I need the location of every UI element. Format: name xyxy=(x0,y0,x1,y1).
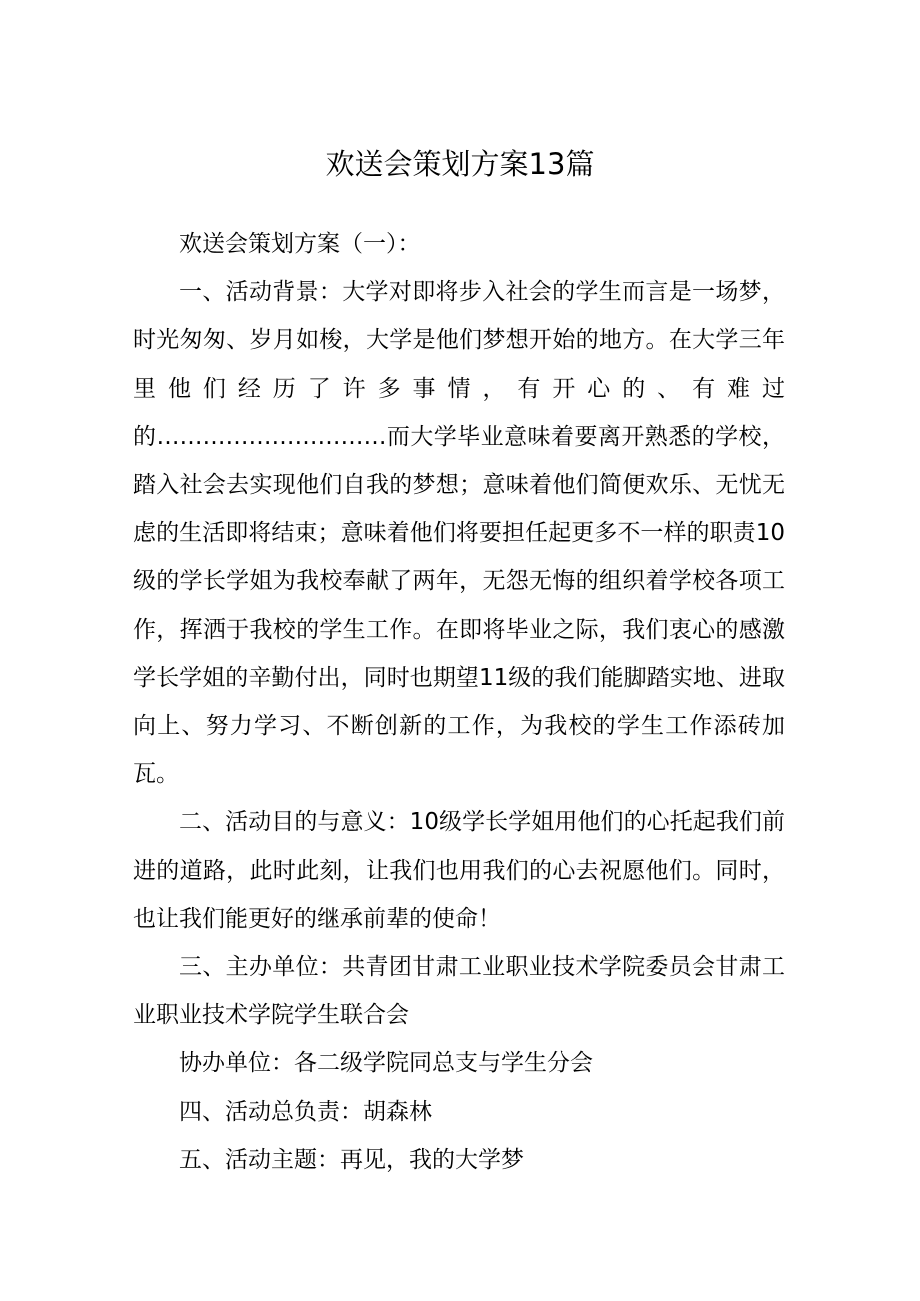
paragraph-leader: 四、活动总负责：胡森林 xyxy=(179,1098,432,1125)
paragraph-co-organizer: 协办单位：各二级学院同总支与学生分会 xyxy=(179,1050,593,1077)
document-body xyxy=(133,220,785,1184)
paragraph-theme: 五、活动主题：再见，我的大学梦 xyxy=(179,1146,524,1173)
paragraph-organizer: 三、主办单位：共青团甘肃工业职业技术学院委员会甘肃工业职业技术学院学生联合会 xyxy=(133,954,785,1029)
section-heading: 欢送会策划方案（一）： xyxy=(179,231,421,257)
paragraph-background: 一、活动背景：大学对即将步入社会的学生而言是一场梦，时光匆匆、岁月如梭，大学是他们梦想开始的地方。在大学三年里他们经历了许多事情，有开心的、有难过的…………………………而大学毕业意味着要离开熟悉的学校，踏入社会去实现他们自我的梦想；意味着他们简便欢乐、无忧无虑的生活即将结束；意味着他们将要担任起更多不一样的职责10级的学长学姐为我校奉献了两年，无怨无悔的组织着学校各项工作，挥洒于我校的学生工作。在即将毕业之际，我们衷心的感激学长学姐的辛勤付出，同时也期望11级的我们能脚踏实地、进取向上、努力学习、不断创新的工作，为我校的学生工作添砖加瓦。 xyxy=(133,279,785,788)
document-title: 欢送会策划方案13篇 xyxy=(325,147,595,181)
paragraph-purpose: 二、活动目的与意义：10级学长学姐用他们的心托起我们前进的道路，此时此刻，让我们也用我们的心去祝愿他们。同时，也让我们能更好的继承前辈的使命！ xyxy=(133,809,785,932)
